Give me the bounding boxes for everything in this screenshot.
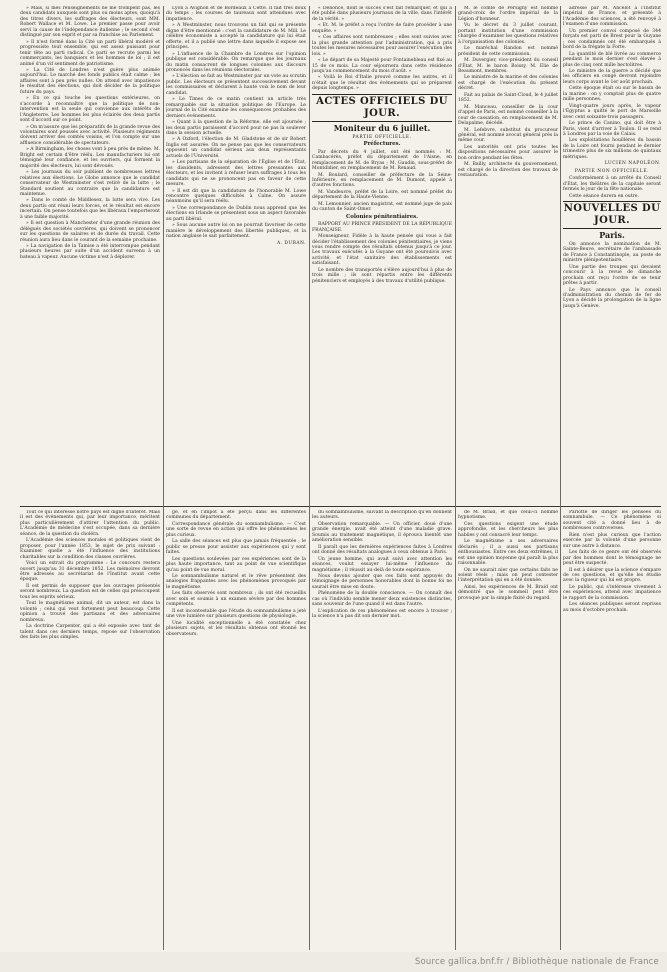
paragraph: Il paraît que les dernières expériences faites à Londres ont donné des résultats analogues à ceux obtenus à Paris. [312, 544, 452, 556]
paragraph: Monseigneur, Fidèle à la haute pensée qui vous a fait décider l'établissement des colonies pénitentiaires, je viens vous rendre compte des résultats obtenus jusqu'à ce jour. Les travaux exécutés à la Guyane ont été poursuivis avec activité, et l'état sanitaire des établissements est satisfaisant. [312, 234, 452, 267]
paragraph: » Il est question à Manchester d'une grande réunion des délégués des sociétés ouvrières, qui doivent se prononcer sur les questions de salaires et de durée du travail. Cette réunion aura lieu dans le courant de la semaine prochaine. [20, 221, 160, 243]
paragraph: Cette séance durera en outre. [569, 193, 639, 199]
nonofficial-part-label: PARTIE NON OFFICIELLE. [574, 168, 650, 174]
paragraph: Cette époque était ou sur le bassin de la marine : on y comptait plus de quatre mille personnes. [563, 86, 661, 103]
paragraph: La doctrine Carpenter, qui a été exposée avec tant de talent dans ces derniers temps, repose sur l'observation des faits les plus simples. [20, 624, 160, 640]
upper-column-3 [312, 6, 452, 504]
paragraph: de M. Braid, et que celui-ci nomme hypnotisme. [458, 510, 558, 521]
paragraph: » A Oxford, l'élection de M. Gladstone et de sir Robert Inglis est assurée. On ne pense pas que les conservateurs opposent un candidat sérieux aux deux représentants actuels de l'Université. [166, 137, 306, 159]
lower-column-2 [166, 510, 306, 950]
source-attribution: Source gallica.bnf.fr / Bibliothèque nationale de France [414, 957, 659, 967]
upper-column-2 [166, 6, 306, 504]
lower-column-3 [312, 510, 452, 950]
paragraph: Les exploitations houillères du bassin de la Loire ont fourni pendant le dernier trimestre plus de six millions de quintaux métriques. [563, 138, 661, 160]
official-part-label: PARTIE OFFICIELLE. [352, 134, 412, 140]
paragraph: Une lucidité exceptionnelle a été constatée chez plusieurs sujets, et les résultats obtenus ont étonné les observateurs. [166, 620, 306, 637]
paragraph: M. Vandeuvre, préfet de la Loire, est nommé préfet du département de la Haute-Vienne. [312, 189, 452, 201]
paragraph: Ces questions exigent une étude approfondie, et les chercheurs les plus habiles y ont consacré leur temps. [458, 521, 558, 538]
paragraph: » Le Times de ce matin contient un article très remarquable sur la situation politique de l'Europe. Le journal de la Cité examine les conséquences probables des derniers événements. [166, 97, 306, 119]
paragraph: La salle des séances est plus que jamais fréquentée ; le public se presse pour assister aux expériences qui y sont faites. [166, 539, 306, 556]
upper-column-5-text [563, 6, 661, 160]
paragraph: Les autorités ont pris toutes les dispositions nécessaires pour assurer le bon ordre pendant les fêtes. [458, 144, 558, 161]
paragraph: » Mais, si mes renseignements ne me trompent pas, les deux candidats auxquels sont plus ou moins aptes, quoiqu'à des titres divers, les suffrages des électeurs, sont MM. Robert Wallace et M. Lowe. Le premier passe pour avoir servi la cause de l'indépendance italienne ; le second s'est distingué par son esprit et par sa franchise au Parlement. [20, 6, 160, 39]
lower-column-5 [563, 510, 661, 950]
paragraph: Il est incontestable que l'étude du somnambulisme a jeté une vive lumière sur plusieurs questions de physiologie. [166, 608, 306, 620]
column-5-signature: LUCIEN NAPOLÉON. [604, 161, 661, 167]
paragraph: » L'élection se fait au Westminster par un vote au scrutin public. Les électeurs se présentent successivement devant les commissaires et déclarent à haute voix le nom de leur candidat. [166, 74, 306, 96]
paragraph: Par décrets du 4 juillet, ont été nommés : M. Cambacérès, préfet du département de l'Aisne, en remplacement de M. de Bryas ; M. Gaudin, sous-préfet de Montdidier, en remplacement de M. Renaud. [312, 149, 452, 172]
colonies-heading: Colonies pénitentiaires. [345, 213, 419, 220]
paragraph: Un premier convoi composé de 344 forçats est parti de Brest pour la Guyane ; ces condamnés ont été embarqués à bord de la frégate la Forte. [563, 28, 661, 51]
paragraph: Tout le magnétisme animal, dit un auteur, est dans la volonté ; celui qui veut fortement peut beaucoup. Cette opinion a trouvé des partisans et des adversaires nombreux. [20, 601, 160, 623]
paragraph: Le prince de Canino, qui doit être à Paris, vient d'arriver à Toulon. Il se rend à Londres par la voie de Calais. [563, 121, 661, 137]
paragraph: Tout ce qui intéresse notre pays est digne d'intérêt. Mais il est des événements qui, par leur importance, méritent plus particulièrement d'attirer l'attention du public. L'Académie de médecine s'est occupée, dans sa dernière séance, de la question du choléra. [20, 510, 160, 537]
paragraph: » A Westminster, nous trouvons un fait qui se présente digne d'être mentionné : c'est la candidature de M. Mill. Le célèbre économiste a accepté la candidature qui lui était offerte, et il a publié une lettre dans laquelle il expose ses principes. [166, 23, 306, 51]
paragraph: « Le départ de sa Majesté pour Fontainebleau est fixé au 15 de ce mois. La cour séjournera dans cette résidence jusqu'au commencement du mois d'août. » [312, 58, 452, 74]
paragraph: Lyon à Avignon et de Bordeaux à Cette. Il fait très doux du temps ; les courses de taureaux sont attendues avec impatience. [166, 6, 306, 22]
paragraph: Nous devons ajouter que ces faits sont appuyés du témoignage de personnes honorables dont la bonne foi ne saurait être mise en doute. [312, 573, 452, 590]
paragraph: M. le comte de Persigny est nommé grand-croix de l'ordre impérial de la Légion d'honneur. [458, 6, 558, 22]
paragraph: Observation remarquable. — Un officier, doué d'une grande énergie, avait été atteint d'une maladie grave. Soumis au traitement magnétique, il éprouva bientôt une amélioration sensible. [312, 521, 452, 544]
paragraph: » La navigation de la Tamise a été interrompue pendant plusieurs heures par suite d'un accident survenu à un bateau à vapeur. Aucune victime n'est à déplorer. [20, 244, 160, 260]
column-rule [163, 6, 164, 950]
column-rule [560, 6, 561, 950]
paragraph: On ne saurait nier que certains faits ne soient réels ; mais on peut contester l'interprétation qui en a été donnée. [458, 567, 558, 584]
lower-column-4 [458, 510, 558, 950]
paragraph: Ainsi, les expériences de M. Braid ont démontré que le sommeil peut être provoqué par la simple fixité du regard. [458, 584, 558, 601]
paragraph: ge, et en l'impôt a été perçu dans les différentes communes du département. [166, 510, 306, 521]
paragraph: « Et. M. le préfet a reçu l'ordre de faire procéder à une enquête. » [312, 23, 452, 34]
paragraph: Voici un extrait du programme : Le concours restera ouvert jusqu'au 31 décembre 1852. Les mémoires devront être adressés au secrétariat de l'Institut avant cette époque. [20, 561, 160, 583]
paragraph: Le Pays annonce que le conseil d'administration du chemin de fer de Lyon a décidé la prolongation de la ligne jusqu'à Genève. [563, 287, 661, 309]
paragraph: On annonce la nomination de M. Sainte-Beuve, secrétaire de l'ambassade de France à Constantinople, au poste de ministre plénipotentiaire. [563, 241, 661, 264]
paragraph: « Ces affaires sont nombreuses ; elles sont suivies avec la plus grande attention par l'administration, qui a pris toutes les mesures nécessaires pour assurer l'exécution des lois. » [312, 35, 452, 57]
paragraph: Le somnambulisme naturel et le rêve présentent des analogies frappantes avec les phénomènes provoqués par le magnétisme. [166, 573, 306, 590]
upper-column-3-text [312, 6, 452, 92]
paragraph: Le nombre des transportés s'élève aujourd'hui à plus de trois mille ; ils sont répartis entre les différents pénitenciers et employés à des travaux d'utilité publique. [312, 267, 452, 284]
lower-column-1 [20, 510, 160, 950]
paragraph: » Sous aucune autre loi on ne pourrait favoriser de cette manière le développement des libertés publiques, et la nation anglaise le sait parfaitement. [166, 223, 306, 240]
paragraph: La quantité de blé livrée au commerce pendant le mois dernier s'est élevée à plus de cinq cent mille hectolitres. [563, 51, 661, 68]
paragraph: Parlotte de diriger les pensées du somnambule. — Ce phénomène si souvent cité a donné lieu à de nombreuses controverses. [563, 510, 661, 532]
paragraph: » L'influence de la Chambre de Londres sur l'opinion publique est considérable. On remarque que les journaux du matin consacrent de longues colonnes aux discours prononcés dans les réunions électorales. [166, 51, 306, 73]
paragraph: L'Académie des sciences morales et politiques vient de proposer, pour l'année 1853, le sujet de prix suivant : Examiner quelle a été l'influence des institutions charitables sur la condition des classes ouvrières. [20, 538, 160, 560]
colonies-text [312, 222, 452, 284]
prefectures-heading: Préfectures. [363, 141, 401, 148]
paris-subtitle: Paris. [599, 229, 625, 240]
paragraph: Vu le décret du 3 juillet courant, portant institution d'une commission chargée d'examiner les questions relatives à l'organisation des colonies. [458, 23, 558, 45]
paragraph: Conformément à un arrêté du Conseil d'État, les théâtres de la capitale seront fermés le jour de la fête nationale. [563, 176, 661, 193]
paragraph: adressé par M. Ancelot à l'Institut impérial de France, et présenté à l'Académie des sciences, a été renvoyé à l'examen d'une commission. [563, 6, 661, 28]
paragraph: M. Bailly, architecte du gouvernement, est chargé de la direction des travaux de restauration. [458, 162, 558, 179]
paragraph: Les faits observés sont nombreux ; ils ont été recueillis avec soin et soumis à un examen sévère par des hommes compétents. [166, 591, 306, 608]
paragraph: » Une correspondance de Dublin nous apprend que les élections en Irlande se présentent sous un aspect favorable au parti libéral. [166, 205, 306, 222]
paragraph: M. Lemonnier, ancien magistrat, est nommé juge de paix du canton de Saint-Omer. [312, 201, 452, 213]
paragraph: « Voilà le Roi d'Italie prouvé comme les autres, et il n'était que le résultat des événements qui se préparent depuis longtemps. » [312, 75, 452, 92]
paragraph: » Il n'est formé dans la Cité un parti libéral modéré et progressiste tout ensemble, qui est assez puissant pour tenir tête au parti radical. Ce parti se recrute parmi les commerçants, les banquiers et les hommes de loi ; il est animé d'un vif sentiment de patriotisme. [20, 39, 160, 67]
paragraph: » Les journaux du soir publient de nombreuses lettres relatives aux élections. Le Globe annonce que le candidat conservateur de Westminster s'est retiré de la lutte ; le Standard soutient au contraire que la candidature est maintenue. [20, 170, 160, 197]
paragraph: » A Birmingham, les choses vont à peu près de même. M. Bright est certain d'être réélu. Les manufacturiers lui ont témoigné leur confiance, et les ouvriers, qui forment la majorité des électeurs, lui sont dévoués. [20, 147, 160, 169]
paragraph: Un jeune homme, qui avait suivi avec attention les séances, voulut essayer lui-même l'influence du magnétisme ; il réussit au-delà de toute espérance. [312, 556, 452, 573]
upper-column-1 [20, 6, 160, 504]
paragraph: Le maréchal Randon est nommé président de cette commission. [458, 46, 558, 57]
paragraph: Phénomène de la double conscience. — On connaît des cas où l'individu semble mener deux existences distinctes, sans souvenir de l'une quand il est dans l'autre. [312, 591, 452, 608]
paragraph: Fait au palais de Saint-Cloud, le 4 juillet 1852. [458, 92, 558, 104]
paragraph: Les séances publiques seront reprises au mois d'octobre prochain. [563, 602, 661, 613]
paragraph: Le ministre de la marine et des colonies est chargé de l'exécution du présent décret. [458, 75, 558, 92]
paragraph: » En ce qui touche les questions extérieures, on s'accorde à reconnaître que la politique de non-intervention est la seule qui convienne aux intérêts de l'Angleterre. Les hommes les plus éclairés des deux partis sont d'accord sur ce point. [20, 96, 160, 124]
paragraph: M. Lefebvre, substitut du procureur général, est nommé avocat général près la même cour. [458, 127, 558, 144]
paragraph: » On m'assure que les préparatifs de la grande revue des volontaires sont poussés avec activité. Plusieurs régiments doivent arriver des comtés voisins, et l'on compte sur une affluence considérable de spectateurs. [20, 124, 160, 146]
paragraph: RAPPORT AU PRINCE PRÉSIDENT DE LA RÉPUBLIQUE FRANÇAISE. [312, 222, 452, 233]
column-2-signature: A. DUBAN. [276, 240, 306, 246]
paragraph: Le magnétisme a ses adversaires déclarés ; il a aussi ses partisans enthousiastes. Entre ces deux extrêmes, il est une opinion moyenne qui paraît la plus raisonnable. [458, 539, 558, 567]
paragraph: « Dénonce, dont le succès s'est fait remarquer, et qui a été publié dans plusieurs journaux de la ville, dans l'intérêt de la vérité. » [312, 6, 452, 22]
paragraph: Le ministre de la guerre a décidé que les officiers en congé devront rejoindre leurs corps avant le 1er août prochain. [563, 68, 661, 85]
paragraph: » Quant à la question de la Réforme, elle est ajournée ; les deux partis paraissent d'accord pour ne pas la soulever dans la session actuelle. [166, 120, 306, 136]
paragraph: » Les partisans de la séparation de l'Église et de l'État, les dissidents, adressent des lettres pressantes aux électeurs, et les invitent à refuser leurs suffrages à tous les candidats qui ne se prononcent pas en faveur de cette mesure. [166, 160, 306, 188]
paragraph: Vingt-quatre jours après, le vapeur l'Égyptus a quitté le port de Marseille avec cent soixante-trois passagers. [563, 103, 661, 120]
paragraph: Correspondance générale du somnambulisme. — C'est une sorte de revue en action qui offre les phénomènes les plus curieux. [166, 521, 306, 538]
paragraph: Il est permis de supposer que les ouvrages présentés seront nombreux. La question est de celles qui préoccupent tous les esprits sérieux. [20, 583, 160, 600]
paragraph: du somnambulisme, suivant la description qu'en donnent les auteurs. [312, 510, 452, 521]
paragraph: Rien n'est plus curieux que l'action exercée par la volonté d'une personne sur une autre à distance. [563, 532, 661, 549]
paragraph: » Il est dit que la candidature de l'honorable M. Lowe rencontre quelques difficultés à Calne. On assure néanmoins qu'il sera réélu. [166, 188, 306, 205]
upper-column-2-text [166, 6, 306, 240]
paragraph: Une partie des troupes qui devaient concourir à la revue de dimanche prochain ont reçu l'ordre de se tenir prêtes à partir. [563, 264, 661, 287]
paragraph: » La Cité de Londres n'est guère plus animée aujourd'hui. Le marché des fonds publics était calme ; les affaires sont à peu près nulles. On attend avec impatience le résultat des élections, qui doit décider de la politique future du pays. [20, 67, 160, 95]
section-divider [20, 506, 661, 507]
paragraph: Les questions soulevées par ces expériences sont de la plus haute importance, tant au point de vue scientifique qu'au point de vue moral. [166, 556, 306, 573]
paragraph: M. Duvergier, vice-président du conseil d'État, M. le baron Boissy, M. Elie de Beaumont, membres. [458, 58, 558, 74]
paragraph: Il est à désirer que la science s'empare de ces questions, et qu'elle les étudie avec la rigueur qui lui est propre. [563, 567, 661, 584]
paragraph: Le public, qui s'intéresse vivement à ces expériences, attend avec impatience le rapport de la commission. [563, 584, 661, 601]
paragraph: L'explication de ces phénomènes est encore à trouver ; la science n'a pas dit son dernier mot. [312, 608, 452, 620]
official-acts-title: ACTES OFFICIELS DU JOUR. [312, 94, 452, 122]
paragraph: M. Manceau, conseiller de la cour d'appel de Paris, est nommé conseiller à la cour de cassation, en remplacement de M. Delapalme, décédé. [458, 104, 558, 127]
paragraph: M. Boulard, conseiller de préfecture de la Seine-Inférieure, en remplacement de M. Dumont, appelé à d'autres fonctions. [312, 172, 452, 189]
moniteur-subtitle: Moniteur du 6 juillet. [333, 122, 431, 133]
column-rule [455, 6, 456, 950]
upper-column-5 [563, 6, 661, 504]
column-rule [309, 6, 310, 950]
paragraph: Les faits de ce genre ont été observés par des hommes dont le témoignage ne peut être suspecté. [563, 550, 661, 567]
news-of-the-day-title: NOUVELLES DU JOUR. [563, 201, 661, 229]
nonofficial-text [563, 176, 661, 199]
upper-column-4 [458, 6, 558, 504]
prefectures-text [312, 150, 452, 213]
news-text [563, 242, 661, 309]
paragraph: » Dans le comté de Middlesex, la lutte sera vive. Les deux partis ont réuni leurs forces, et le résultat est encore incertain. On pense toutefois que les libéraux l'emporteront à une faible majorité. [20, 198, 160, 220]
